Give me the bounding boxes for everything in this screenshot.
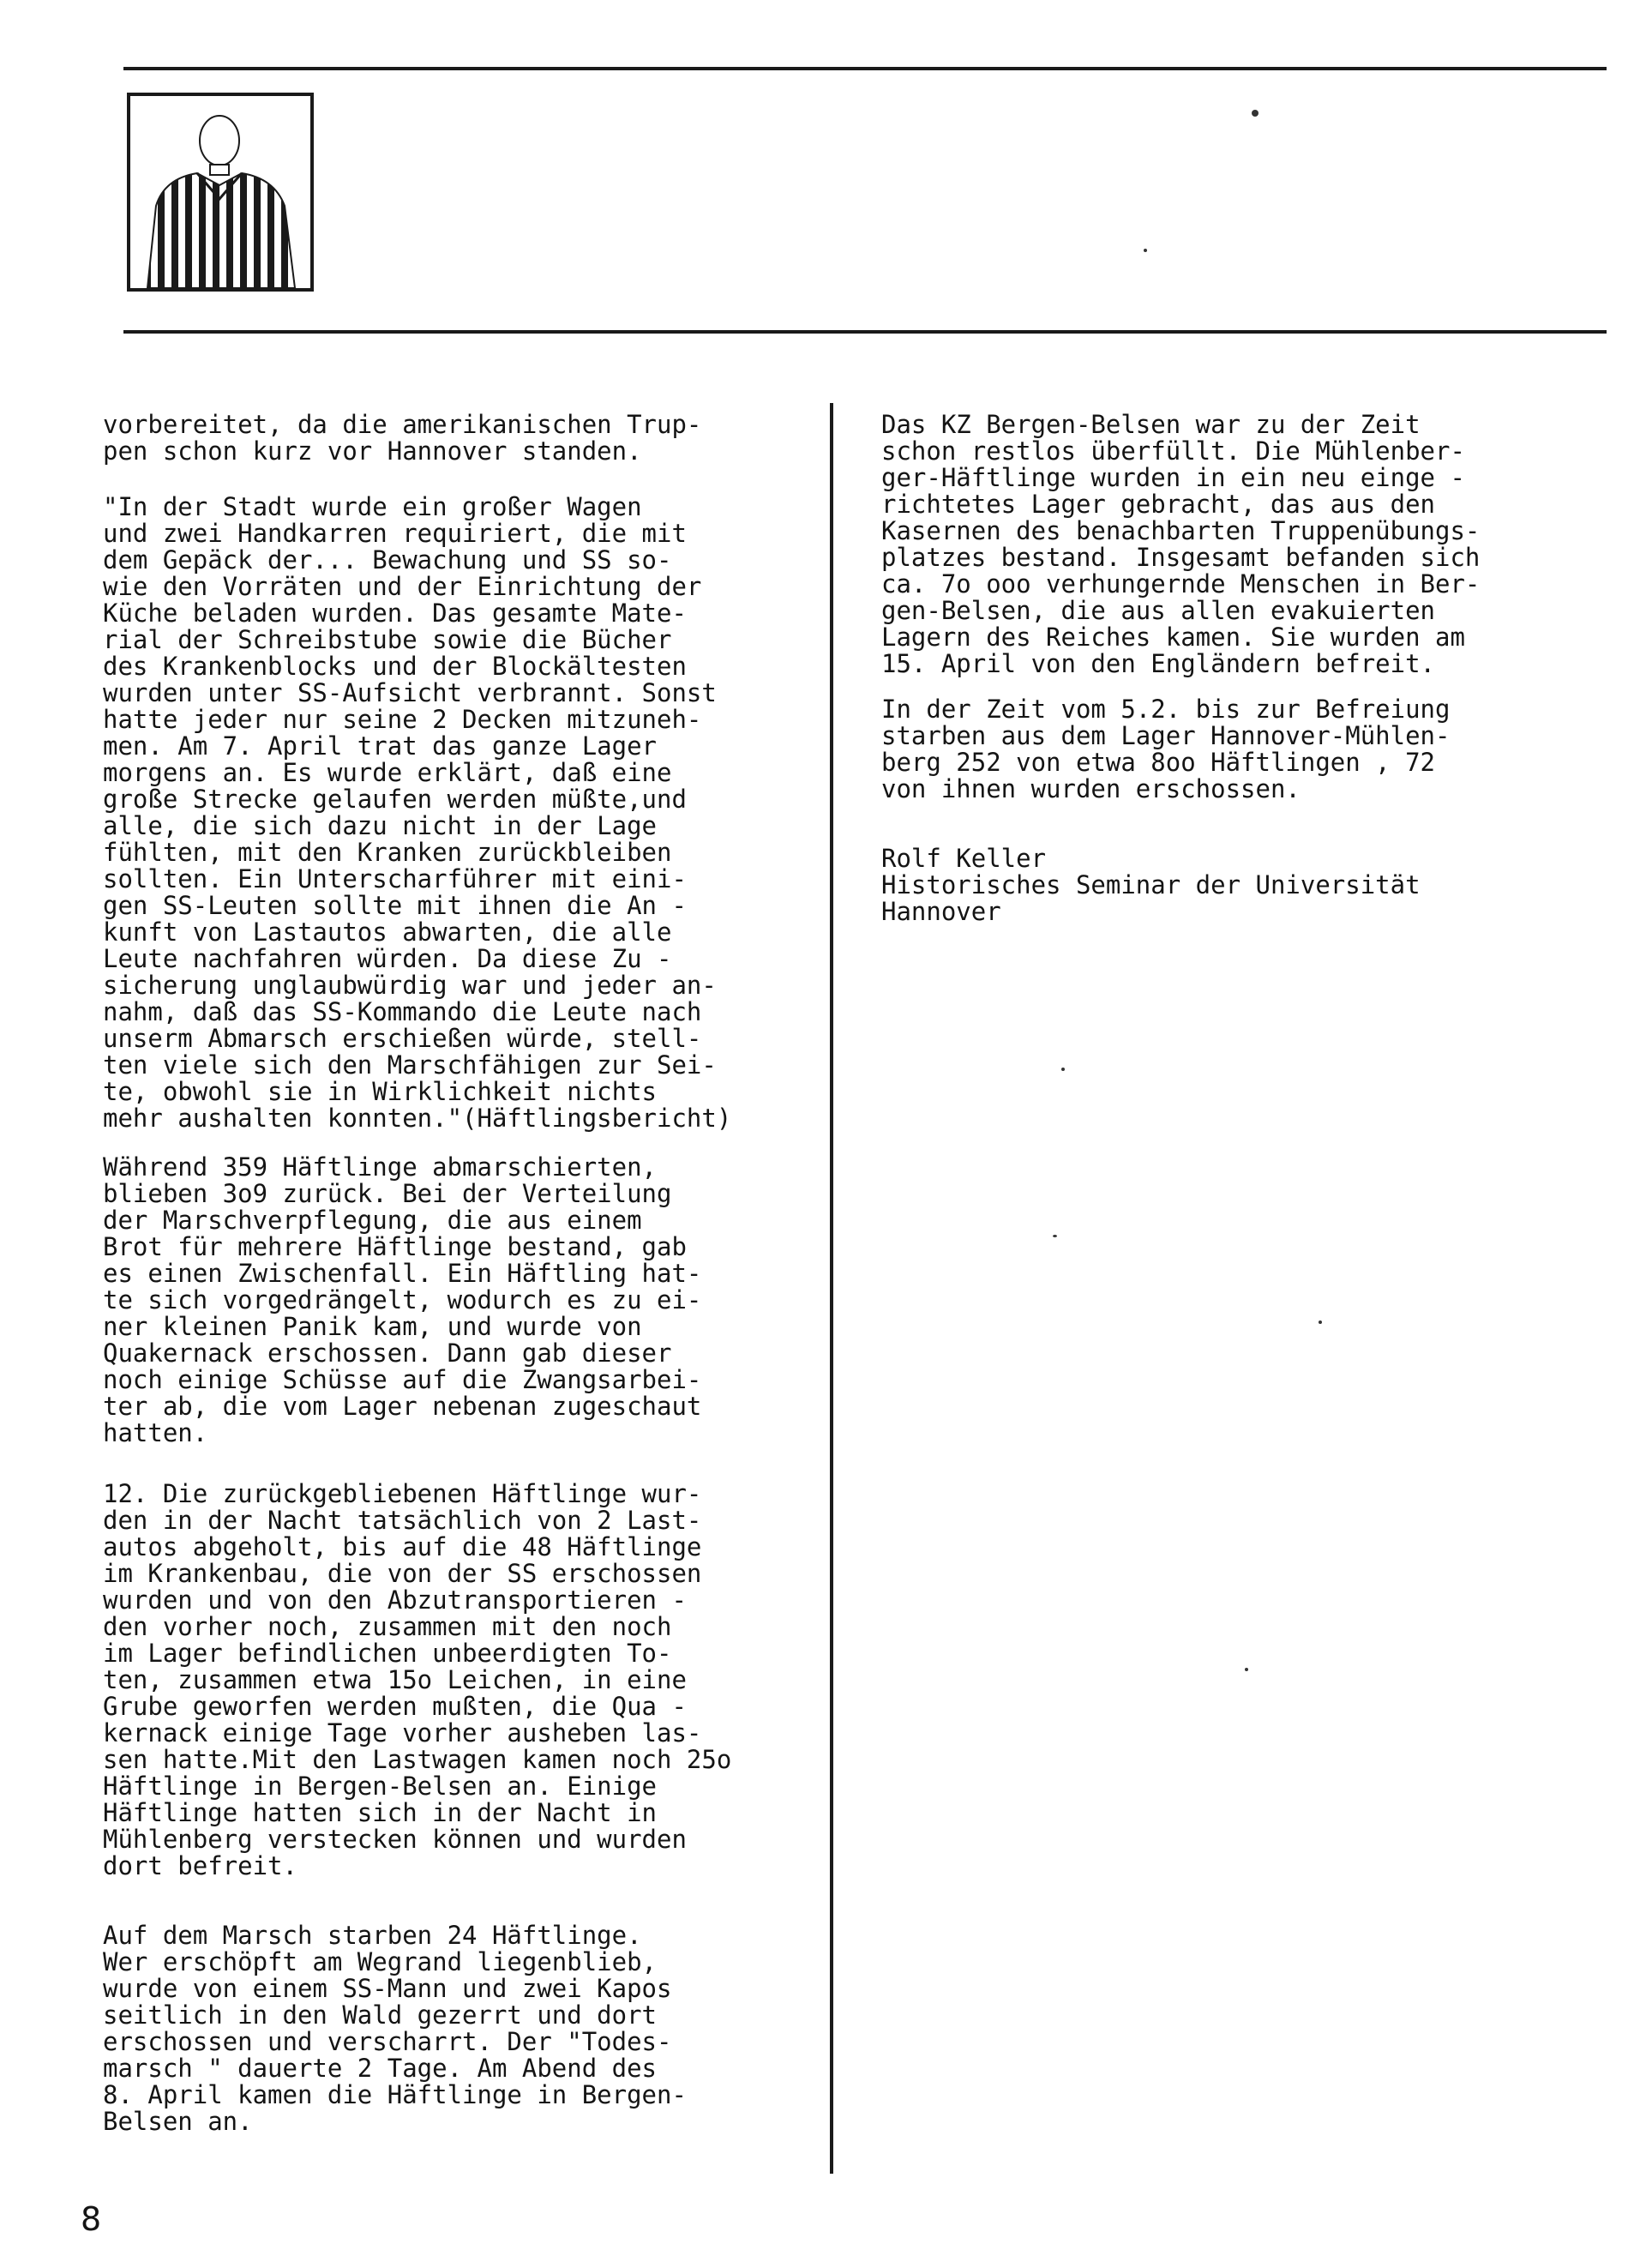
prisoner-striped-uniform-icon [127,93,314,292]
scan-speck [1245,1668,1248,1671]
scan-speck [1319,1320,1322,1324]
top-rule [123,67,1607,70]
left-column [103,412,827,2135]
column-divider [830,403,833,2174]
signature-affiliation: Historisches Seminar der Universität Hannover [881,870,1421,926]
paragraph: Das KZ Bergen-Belsen war zu der Zeit schon restlos überfüllt. Die Mühlenber- ger-Häftlinge wurden in ein neu einge - richtetes Lager gebracht, das aus den Kasernen des benachbarten Truppenübungs- platzes bestand. Insgesamt befanden sich ca. 7o ooo verhungernde Menschen in Ber- gen-Belsen, die aus allen evakuierten Lagern des Reiches kamen. Sie wurden am 15. April von den Engländern befreit. [881,410,1481,678]
scan-speck [1252,110,1259,117]
paragraph: vorbereitet, da die amerikanischen Trup- pen schon kurz vor Hannover standen. [103,410,702,466]
scan-speck [1061,1068,1065,1071]
paragraph: 12. Die zurückgebliebenen Häftlinge wur- den in der Nacht tatsächlich von 2 Last- autos abgeholt, bis auf die 48 Häftlinge im Krankenbau, die von der SS erschossen wurden und von den Abzutransportieren - den vorher noch, zusammen mit den noch im Lager befindlichen unbeerdigten To- ten, zusammen etwa 15o Leichen, in eine Grube geworfen werden mußten, die Qua - kernack einige Tage vorher ausheben las- sen hatte.Mit den Lastwagen kamen noch 25o Häftlinge in Bergen-Belsen an. Einige Häftlinge hatten sich in der Nacht in Mühlenberg verstecken können und wurden dort befreit. [103,1479,732,1880]
right-column [881,412,1559,925]
signature-author: Rolf Keller [881,844,1047,873]
page-number: 8 [81,2200,102,2238]
header-bottom-rule [123,330,1607,334]
paragraph-quote: "In der Stadt wurde ein großer Wagen und zwei Handkarren requiriert, die mit dem Gepäck der... Bewachung und SS so- wie den Vorräten und der Einrichtung der Küche beladen wurden. Das gesamte Mate- rial der Schreibstube sowie die Bücher des Krankenblocks und der Blockältesten wurden unter SS-Aufsicht verbrannt. Sonst hatte jeder nur seine 2 Decken mitzuneh- men. Am 7. April trat das ganze Lager morgens an. Es wurde erklärt, daß eine große Strecke gelaufen werden müßte,und alle, die sich dazu nicht in der Lage fühlten, mit den Kranken zurückbleiben sollten. Ein Unterscharführer mit eini- gen SS-Leuten sollte mit ihnen die An - kunft von Lastautos abwarten, die alle Leute nachfahren würden. Da diese Zu - sicherung unglaubwürdig war und jeder an- nahm, daß das SS-Kommando die Leute nach unserm Abmarsch erschießen würde, stell- ten viele sich den Marschfähigen zur Sei- te, obwohl sie in Wirklichkeit nichts mehr aushalten konnten."(Häftlingsbericht) [103,492,732,1133]
paragraph: In der Zeit vom 5.2. bis zur Befreiung starben aus dem Lager Hannover-Mühlen- berg 252 von etwa 8oo Häftlingen , 72 von ihnen wurden erschossen. [881,695,1451,803]
scan-speck [1053,1235,1057,1237]
paragraph: Auf dem Marsch starben 24 Häftlinge. Wer erschöpft am Wegrand liegenblieb, wurde von einem SS-Mann und zwei Kapos seitlich in den Wald gezerrt und dort erschossen und verscharrt. Der "Todes- marsch " dauerte 2 Tage. Am Abend des 8. April kamen die Häftlinge in Bergen- Belsen an. [103,1921,687,2136]
paragraph: Während 359 Häftlinge abmarschierten, blieben 3o9 zurück. Bei der Verteilung der Marschverpflegung, die aus einem Brot für mehrere Häftlinge bestand, gab es einen Zwischenfall. Ein Häftling hat- te sich vorgedrängelt, wodurch es zu ei- ner kleinen Panik kam, und wurde von Quakernack erschossen. Dann gab dieser noch einige Schüsse auf die Zwangsarbei- ter ab, die vom Lager nebenan zugeschaut hatten. [103,1152,702,1447]
scan-speck [1144,249,1147,252]
